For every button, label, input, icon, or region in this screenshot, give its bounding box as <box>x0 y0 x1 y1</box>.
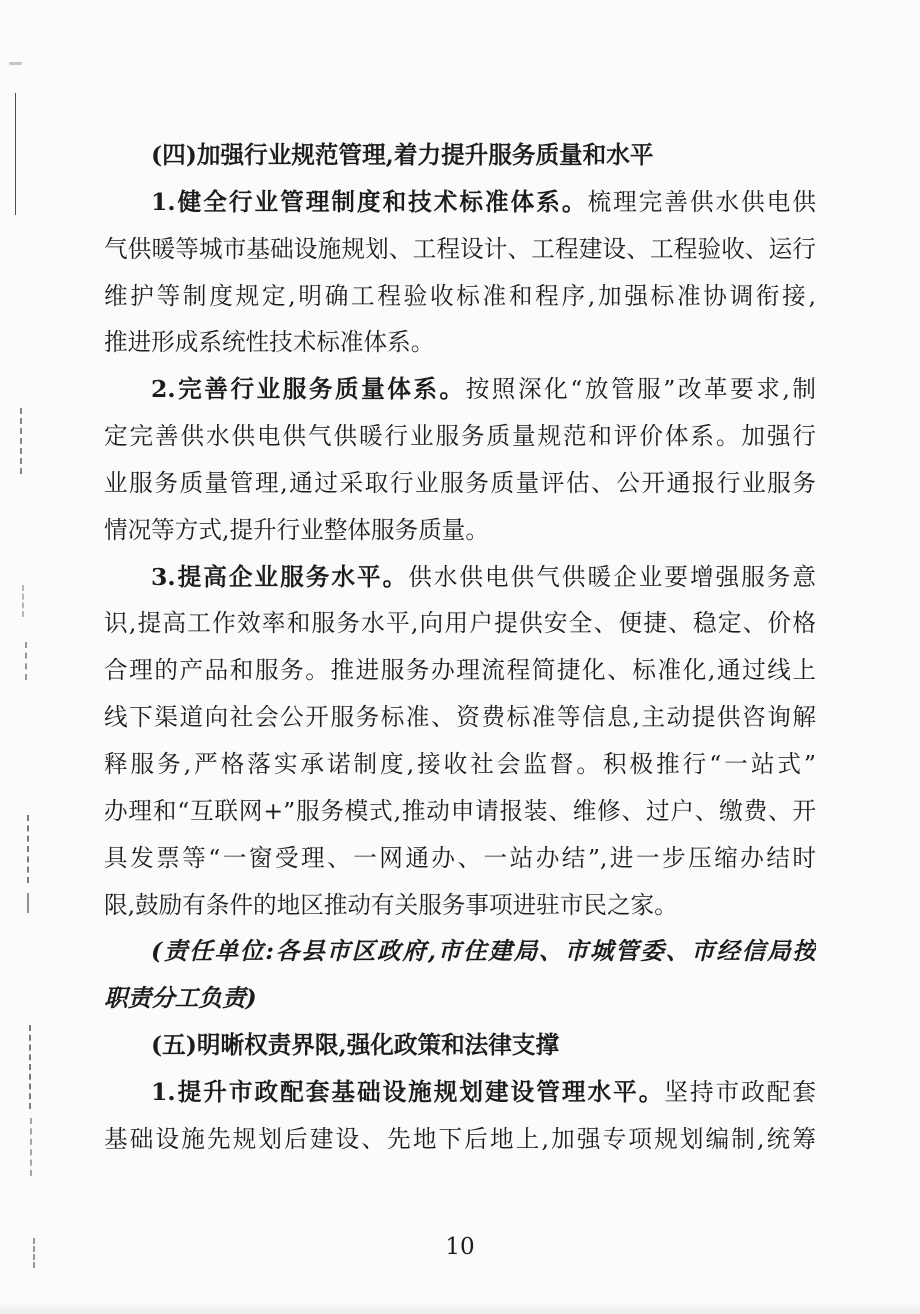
text-segment: 供水供电供气供暖企业要增强服务意 <box>408 562 816 591</box>
text-segment: 合理的产品和服务。推进服务办理流程简捷化、标准化,通过线上 <box>104 656 816 685</box>
text-line <box>104 788 816 835</box>
text-segment-bold: (五)明晰权责界限,强化政策和法律支撑 <box>151 1031 560 1060</box>
text-segment: 梳理完善供水供电供 <box>587 187 816 216</box>
text-segment: (责任单位:各县市区政府,市住建局、市城管委、市经信局按 <box>151 937 816 966</box>
text-segment-bold: 3.提高企业服务水平。 <box>151 562 409 591</box>
text-segment: 推进形成系统性技术标准体系。 <box>104 328 435 357</box>
text-line <box>104 928 816 975</box>
text-segment: 情况等方式,提升行业整体服务质量。 <box>104 515 489 544</box>
text-line <box>104 835 816 882</box>
scan-artifact <box>27 893 29 913</box>
text-segment: 办理和“互联网+”服务模式,推动申请报装、维修、过户、缴费、开 <box>104 796 816 825</box>
text-line <box>104 507 816 554</box>
text-line <box>104 319 816 366</box>
text-segment: 识,提高工作效率和服务水平,向用户提供安全、便捷、稳定、价格 <box>104 609 816 638</box>
text-segment: 释服务,严格落实承诺制度,接收社会监督。积极推行“一站式” <box>104 749 816 778</box>
scan-artifact <box>22 585 24 617</box>
text-segment-bold: (四)加强行业规范管理,着力提升服务质量和水平 <box>151 141 654 169</box>
text-segment: 业服务质量管理,通过采取行业服务质量评估、公开通报行业服务 <box>104 468 816 497</box>
page-number: 10 <box>445 1234 475 1260</box>
text-line <box>104 975 816 1022</box>
text-segment: 定完善供水供电供气供暖行业服务质量规范和评价体系。加强行 <box>104 422 816 451</box>
scan-artifact <box>30 1118 32 1176</box>
text-line <box>104 413 816 460</box>
text-segment: 坚持市政配套 <box>664 1077 816 1106</box>
text-segment-bold: 1.提升市政配套基础设施规划建设管理水平。 <box>151 1077 665 1106</box>
text-segment: 按照深化“放管服”改革要求,制 <box>465 375 816 404</box>
document-body <box>104 132 816 1163</box>
text-line <box>104 179 816 226</box>
text-line <box>104 1116 816 1163</box>
text-line <box>104 1069 816 1116</box>
text-line <box>104 694 816 741</box>
text-line <box>104 741 816 788</box>
scan-artifact <box>15 93 16 215</box>
text-segment: 基础设施先规划后建设、先地下后地上,加强专项规划编制,统筹 <box>104 1124 816 1153</box>
text-line <box>104 600 816 647</box>
scan-artifact <box>20 408 22 474</box>
text-segment: 线下渠道向社会公开服务标准、资费标准等信息,主动提供咨询解 <box>104 703 816 732</box>
text-segment: 维护等制度规定,明确工程验收标准和程序,加强标准协调衔接, <box>104 281 816 310</box>
text-segment-bold: 2.完善行业服务质量体系。 <box>151 375 466 404</box>
text-line <box>104 273 816 320</box>
text-line <box>104 366 816 413</box>
text-line <box>104 554 816 601</box>
text-line <box>104 1022 816 1069</box>
scan-smudge <box>9 62 22 65</box>
text-line <box>104 647 816 694</box>
text-segment: 气供暖等城市基础设施规划、工程设计、工程建设、工程验收、运行 <box>104 234 816 263</box>
text-segment-bold: 1.健全行业管理制度和技术标准体系。 <box>151 187 588 216</box>
text-segment: 具发票等“一窗受理、一网通办、一站办结”,进一步压缩办结时 <box>104 843 816 872</box>
text-line <box>104 132 816 179</box>
text-segment: 限,鼓励有条件的地区推动有关服务事项进驻市民之家。 <box>104 890 678 919</box>
text-line <box>104 882 816 929</box>
scan-artifact <box>27 815 29 883</box>
scan-artifact <box>25 642 27 680</box>
text-segment: 职责分工负责) <box>104 984 257 1013</box>
scan-artifact <box>29 1025 31 1109</box>
text-line <box>104 226 816 273</box>
text-line <box>104 460 816 507</box>
